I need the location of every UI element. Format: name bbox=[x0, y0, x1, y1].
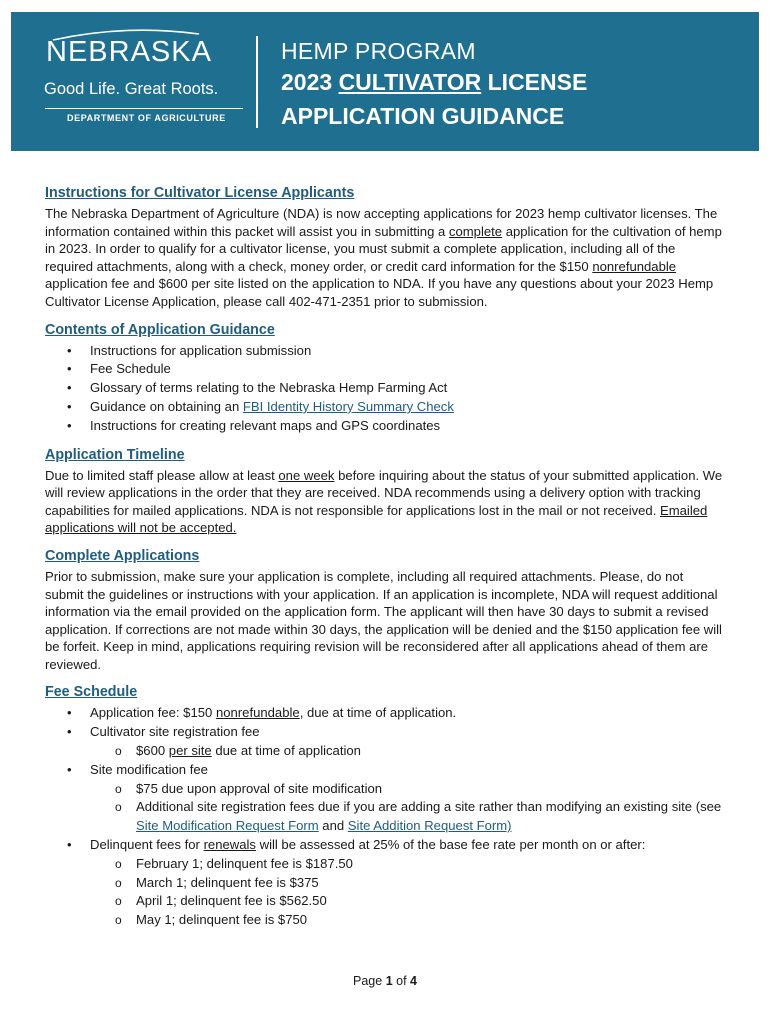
list-item: • Instructions for creating relevant maps and GPS coordinates bbox=[45, 417, 725, 436]
complete-paragraph: Prior to submission, make sure your application is complete, including all required attachments. Please, do not submit the guidelines or instructions with your application. If an application is incomplete, NDA will request additional information via the email provided on the application form. The applicant will then have 30 days to submit a revised application. If corrections are not made within 30 days, the application will be denied and the $150 application fee will be forfeit. Keep in mind, applications requiring revision will be reconsidered after all applications ahead of them are reviewed. bbox=[45, 568, 722, 672]
license-cultivator-word: CULTIVATOR bbox=[338, 69, 482, 95]
tagline: Good Life. Great Roots. bbox=[44, 80, 219, 98]
instructions-complete-emphasis: complete bbox=[448, 223, 503, 239]
list-item bbox=[45, 704, 725, 723]
instructions-paragraph bbox=[45, 205, 725, 311]
header-banner bbox=[11, 12, 759, 151]
instructions-heading: Instructions for Cultivator License Applicants bbox=[45, 185, 355, 201]
list-item: • Site modification fee bbox=[45, 761, 725, 780]
program-title: HEMP PROGRAM bbox=[281, 38, 476, 64]
list-item: • Glossary of terms relating to the Nebraska Hemp Farming Act bbox=[45, 379, 725, 398]
total-page-count: 4 bbox=[410, 974, 417, 988]
timeline-text-1: Due to limited staff please allow at least bbox=[45, 467, 279, 483]
fee-emphasis: renewals bbox=[203, 837, 256, 853]
site-addition-form-link[interactable]: Site Addition Request Form) bbox=[347, 818, 512, 834]
fee-text: Application fee: $150 bbox=[90, 705, 216, 721]
fee-text: , due at time of application. bbox=[299, 705, 457, 721]
timeline-heading: Application Timeline bbox=[45, 446, 185, 463]
header-divider bbox=[256, 36, 258, 128]
list-item bbox=[45, 398, 725, 417]
timeline-one-week-emphasis: one week bbox=[278, 467, 335, 483]
nebraska-logo: NEBRASKA bbox=[46, 36, 212, 68]
fee-text: Delinquent fees for bbox=[90, 837, 204, 853]
footer-text: Page bbox=[353, 974, 386, 988]
fee-text: and bbox=[318, 818, 348, 834]
timeline-text-2: before inquiring about the status of your submitted application. We will review applications in the order that they are received. NDA recommends using a delivery option with tracking capabilities for mailed applications. NDA is not responsible for applications lost in the mail or not received. bbox=[45, 467, 723, 518]
list-item bbox=[45, 836, 725, 855]
instructions-nonrefundable-emphasis: nonrefundable bbox=[592, 258, 677, 274]
instructions-text-2: application for the cultivation of hemp in 2023. In order to qualify for a cultivator license, you must submit a complete application, including all of the required attachments, along with a check, money order, or credit card information for the $150 bbox=[45, 223, 722, 274]
list-subitem: o May 1; delinquent fee is $750 bbox=[45, 911, 725, 930]
list-item: • Cultivator site registration fee bbox=[45, 723, 725, 742]
contents-list bbox=[45, 342, 725, 436]
fee-text: will be assessed at 25% of the base fee rate per month on or after: bbox=[255, 837, 646, 853]
logo-rule bbox=[45, 108, 243, 109]
footer-text: of bbox=[392, 974, 411, 988]
fee-text: $600 bbox=[136, 743, 169, 759]
fee-list bbox=[45, 704, 725, 930]
contents-heading: Contents of Application Guidance bbox=[45, 321, 275, 338]
list-item: • Instructions for application submission bbox=[45, 342, 725, 361]
license-word: LICENSE bbox=[481, 69, 588, 95]
fbi-check-link[interactable]: FBI Identity History Summary Check bbox=[242, 398, 454, 414]
list-subitem: o February 1; delinquent fee is $187.50 bbox=[45, 855, 725, 874]
list-subitem: o $75 due upon approval of site modification bbox=[45, 780, 725, 799]
department-name: DEPARTMENT OF AGRICULTURE bbox=[67, 113, 226, 123]
current-page-number: 1 bbox=[385, 974, 393, 988]
site-modification-form-link[interactable]: Site Modification Request Form bbox=[136, 818, 319, 834]
timeline-email-warning: Emailed applications will not be accepted. bbox=[45, 502, 708, 536]
list-subitem: o March 1; delinquent fee is $375 bbox=[45, 874, 725, 893]
instructions-text-3: application fee and $600 per site listed on the application to NDA. If you have any questions about your 2023 Hemp Cultivator License Application, please call 402-471-2351 prior to submission. bbox=[45, 276, 714, 309]
guidance-title: APPLICATION GUIDANCE bbox=[281, 103, 565, 129]
list-subitem bbox=[45, 742, 725, 761]
list-subitem bbox=[45, 798, 725, 836]
list-item-text: Guidance on obtaining an bbox=[90, 398, 243, 414]
fee-emphasis: per site bbox=[168, 743, 212, 759]
list-item: • Fee Schedule bbox=[45, 360, 725, 379]
fee-text: Additional site registration fees due if you are adding a site rather than modifying an existing site (see bbox=[136, 799, 722, 815]
fee-heading: Fee Schedule bbox=[45, 684, 138, 701]
timeline-paragraph bbox=[45, 467, 725, 537]
fee-emphasis: nonrefundable bbox=[215, 705, 300, 721]
page-footer bbox=[0, 974, 770, 988]
complete-heading: Complete Applications bbox=[45, 547, 200, 564]
instructions-text-1: The Nebraska Department of Agriculture (NDA) is now accepting applications for 2023 hemp cultivator licenses. The information contained within this packet will assist you in submitting a bbox=[45, 206, 718, 239]
license-year: 2023 bbox=[281, 69, 339, 95]
list-subitem: o April 1; delinquent fee is $562.50 bbox=[45, 892, 725, 911]
fee-text: due at time of application bbox=[211, 743, 361, 759]
license-title bbox=[281, 69, 587, 96]
document-body bbox=[45, 184, 725, 940]
